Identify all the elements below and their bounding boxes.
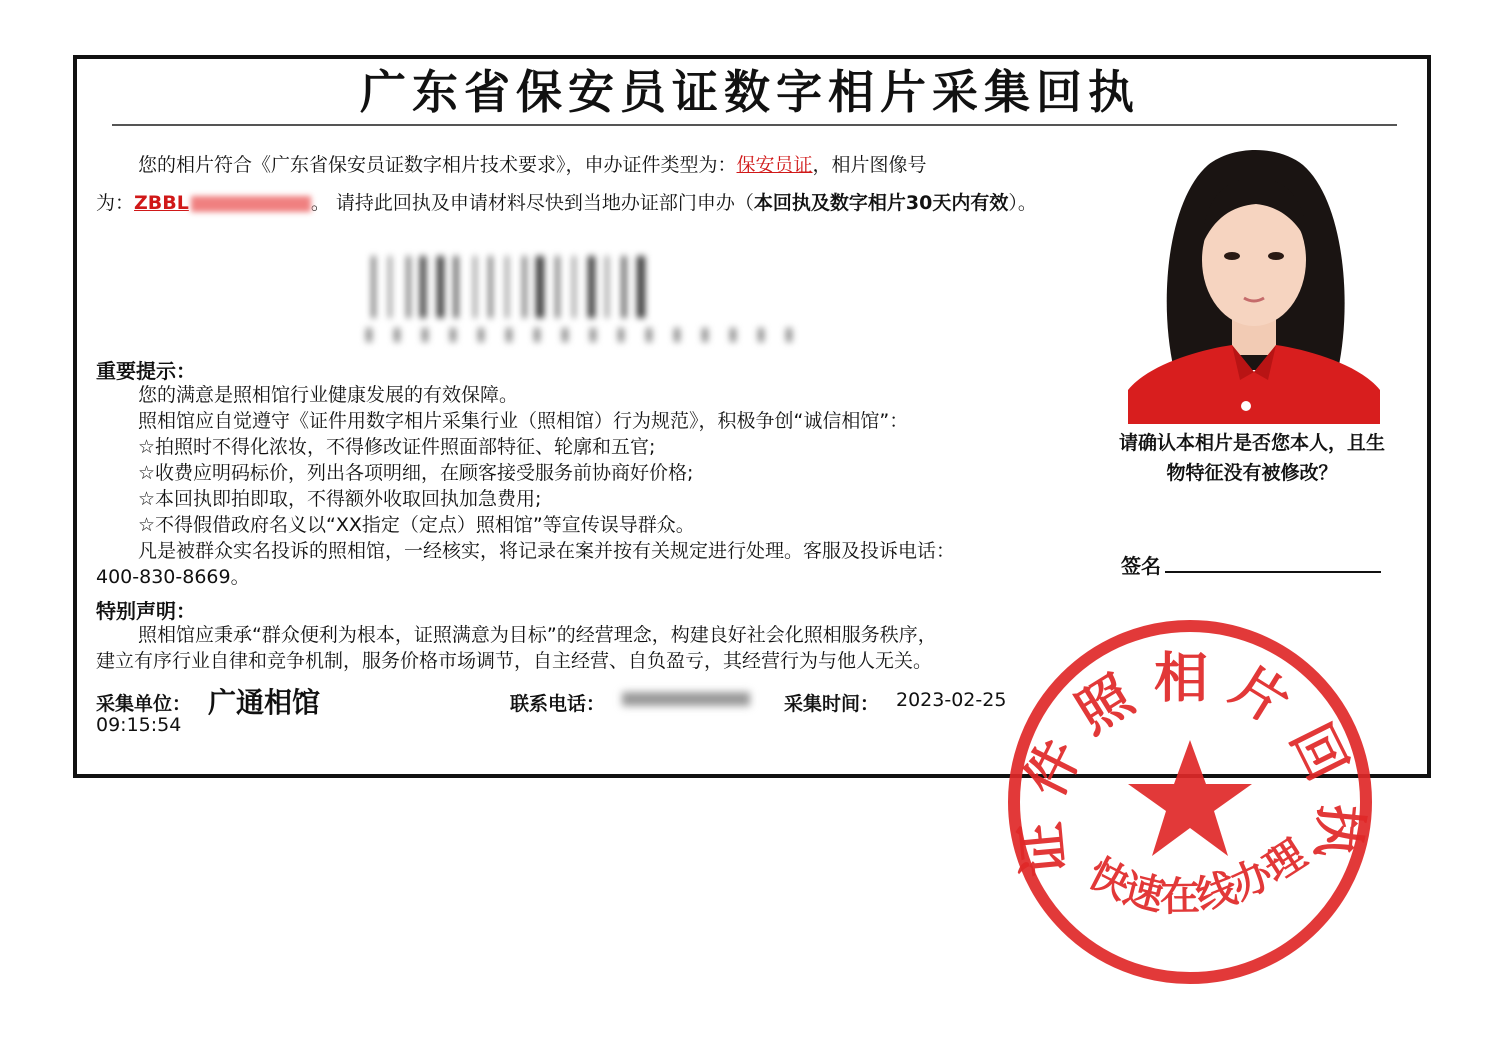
barcode-bar: [523, 256, 526, 318]
intro-text-5: ）。: [1008, 192, 1037, 214]
barcode-bar: [407, 256, 410, 318]
special-line: 照相馆应秉承“群众便利为根本，证照满意为目标”的经营理念，构建良好社会化照相服务秩序，: [138, 624, 937, 646]
signature-line[interactable]: [1165, 571, 1381, 573]
barcode-bar: [474, 256, 476, 318]
barcode-bar: [536, 256, 544, 318]
red-seal-stamp: [1000, 612, 1380, 992]
capture-time: 09:15:54: [96, 714, 182, 736]
image-code-redacted: [191, 196, 311, 212]
barcode-bar: [573, 256, 575, 318]
phone-redacted: [622, 692, 750, 706]
important-line: 凡是被群众实名投诉的照相馆，一经核实，将记录在案并按有关规定进行处理。客服及投诉电话：: [138, 540, 956, 562]
barcode-bar: [420, 256, 426, 318]
complaint-phone: 400-830-8669。: [96, 566, 250, 588]
special-list: [96, 622, 1076, 674]
barcode-bar: [637, 256, 645, 318]
important-heading: 重要提示：: [96, 359, 196, 383]
important-line: ☆拍照时不得化浓妆，不得修改证件照面部特征、轮廓和五官;: [138, 436, 656, 458]
barcode-bar: [506, 256, 508, 318]
portrait-icon: [1128, 140, 1380, 424]
confirm-line: 物特征没有被修改？: [1166, 462, 1338, 484]
image-code: ZBBL: [134, 192, 189, 214]
barcode-bar: [489, 256, 492, 318]
barcode-number-redacted: [366, 328, 806, 342]
barcode-bar: [389, 256, 391, 318]
barcode-bar: [372, 256, 375, 318]
confirm-line: 请确认本相片是否您本人，且生: [1118, 432, 1385, 454]
applicant-photo: [1128, 140, 1380, 424]
time-label: 采集时间：: [784, 693, 880, 715]
important-line: ☆本回执即拍即取，不得额外收取回执加急费用;: [138, 488, 542, 510]
special-line: 建立有序行业自律和竞争机制，服务价格市场调节，自主经营、自负盈亏，其经营行为与他人无关。: [96, 650, 933, 672]
intro-text-1: 您的相片符合《广东省保安员证数字相片技术要求》，申办证件类型为：: [138, 154, 737, 176]
document-title: 广东省保安员证数字相片采集回执: [360, 65, 1140, 119]
barcode-bar: [588, 256, 595, 318]
important-line: 照相馆应自觉遵守《证件用数字相片采集行业（照相馆）行为规范》，积极争创“诚信相馆”：: [138, 410, 909, 432]
intro-text-3: 为：: [96, 192, 135, 214]
important-line: 您的满意是照相馆行业健康发展的有效保障。: [138, 384, 519, 406]
barcode-bars: [366, 256, 806, 318]
unit-label: 采集单位：: [96, 693, 192, 715]
seal-bottom-text: 快速在线办理: [1080, 830, 1315, 921]
title-divider: [112, 124, 1397, 126]
special-heading: 特别声明：: [96, 599, 196, 623]
barcode-redacted: [366, 256, 806, 348]
barcode-bar: [556, 256, 559, 318]
identity-confirm-text: [1092, 428, 1412, 488]
signature-label: 签名: [1121, 554, 1161, 578]
phone-label: 联系电话：: [510, 693, 606, 715]
important-line: ☆收费应明码标价，列出各项明细，在顾客接受服务前协商好价格;: [138, 462, 694, 484]
intro-text-4: 。 请持此回执及申请材料尽快到当地办证部门申办（: [310, 192, 754, 214]
barcode-bar: [622, 256, 626, 318]
star-icon: [1128, 740, 1252, 856]
important-list: [96, 382, 1076, 590]
barcode-bar: [606, 256, 608, 318]
barcode-bar: [437, 256, 444, 318]
important-line: ☆不得假借政府名义以“XX指定（定点）照相馆”等宣传误导群众。: [138, 514, 695, 536]
barcode-bar: [454, 256, 458, 318]
studio-name: 广通相馆: [208, 686, 321, 719]
capture-date: 2023-02-25: [896, 689, 1007, 711]
intro-paragraph: [96, 146, 1086, 222]
intro-text-2: ，相片图像号: [812, 154, 927, 176]
validity-note: 本回执及数字相片30天内有效: [753, 192, 1009, 214]
seal-arc-text: 证件照相片回执: [1006, 645, 1374, 879]
svg-text:快速在线办理: [1081, 830, 1315, 920]
certificate-type: 保安员证: [736, 154, 813, 176]
